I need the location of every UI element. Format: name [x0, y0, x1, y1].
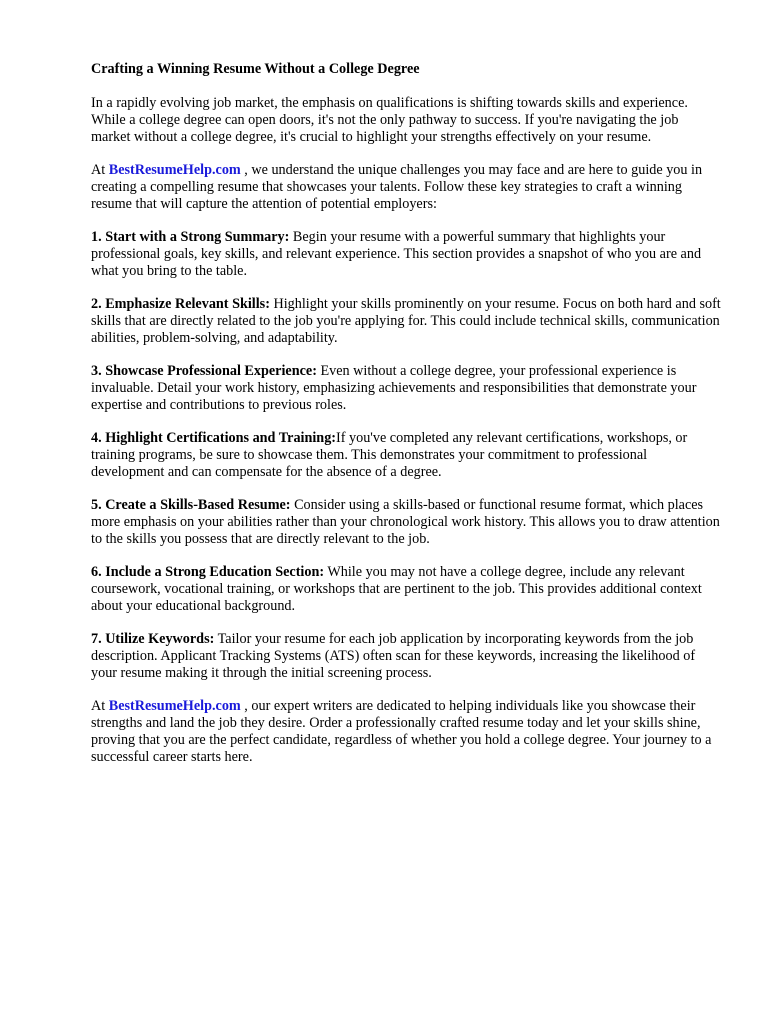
- paragraph-prefix: At: [91, 698, 109, 714]
- paragraph-text: , our expert writers are dedicated to helping individuals like you showcase their strengths and land the job they desire. Order a professionally crafted resume today and let your skills shine, proving that you are the perfect candidate, regardless of whether you hold a college degree. Your journey to a successful career starts here.: [91, 698, 712, 765]
- document-title: Crafting a Winning Resume Without a College Degree: [91, 61, 420, 77]
- document-page: [91, 61, 721, 782]
- strategy-heading: 4. Highlight Certifications and Training:: [91, 430, 337, 446]
- strategy-text: If you've completed any relevant certifications, workshops, or training programs, be sure to showcase them. This demonstrates your commitment to professional development and can compensate for the absence of a degree.: [91, 430, 688, 480]
- strategy-text: While you may not have a college degree, include any relevant coursework, vocational training, or workshops that are pertinent to the job. This provides additional context about your educational background.: [91, 564, 702, 614]
- strategy-heading: 6. Include a Strong Education Section:: [91, 564, 325, 580]
- closing-paragraph: [91, 698, 721, 766]
- strategy-heading: 7. Utilize Keywords:: [91, 631, 215, 647]
- bestresumehelp-link[interactable]: BestResumeHelp.com: [108, 698, 241, 714]
- strategy-text: Even without a college degree, your professional experience is invaluable. Detail your work history, emphasizing achievements and responsibilities that demonstrate your expertise and contributions to previous roles.: [91, 363, 697, 413]
- strategy-item-2: [91, 296, 721, 347]
- strategy-item-3: [91, 363, 721, 414]
- strategy-text: Tailor your resume for each job application by incorporating keywords from the job description. Applicant Tracking Systems (ATS) often scan for these keywords, increasing the likelihood of your resume making it through the initial screening process.: [91, 631, 696, 681]
- strategy-item-4: [91, 430, 721, 481]
- strategy-text: Highlight your skills prominently on your resume. Focus on both hard and soft skills that are directly related to the job you're applying for. This could include technical skills, communication abilities, problem-solving, and adaptability.: [91, 296, 721, 346]
- strategy-heading: 5. Create a Skills-Based Resume:: [91, 497, 291, 513]
- company-intro-paragraph: [91, 162, 721, 213]
- strategy-text: Begin your resume with a powerful summary that highlights your professional goals, key skills, and relevant experience. This section provides a snapshot of who you are and what you bring to the table.: [91, 229, 702, 279]
- strategy-item-5: [91, 497, 721, 548]
- paragraph-text: , we understand the unique challenges you may face and are here to guide you in creating a compelling resume that showcases your talents. Follow these key strategies to craft a winning resume that will capture the attention of potential employers:: [91, 162, 703, 212]
- paragraph-prefix: At: [91, 162, 109, 178]
- strategy-item-7: [91, 631, 721, 682]
- strategy-text: Consider using a skills-based or functional resume format, which places more emphasis on your abilities rather than your chronological work history. This allows you to draw attention to the skills you possess that are directly relevant to the job.: [91, 497, 720, 547]
- intro-paragraph: In a rapidly evolving job market, the emphasis on qualifications is shifting towards skills and experience. While a college degree can open doors, it's not the only pathway to success. If you're navigating the job market without a college degree, it's crucial to highlight your strengths effectively on your resume.: [91, 95, 688, 145]
- strategy-heading: 3. Showcase Professional Experience:: [91, 363, 317, 379]
- strategy-item-1: [91, 229, 721, 280]
- bestresumehelp-link[interactable]: BestResumeHelp.com: [108, 162, 241, 178]
- strategy-heading: 2. Emphasize Relevant Skills:: [91, 296, 270, 312]
- strategy-item-6: [91, 564, 721, 615]
- strategy-heading: 1. Start with a Strong Summary:: [91, 229, 290, 245]
